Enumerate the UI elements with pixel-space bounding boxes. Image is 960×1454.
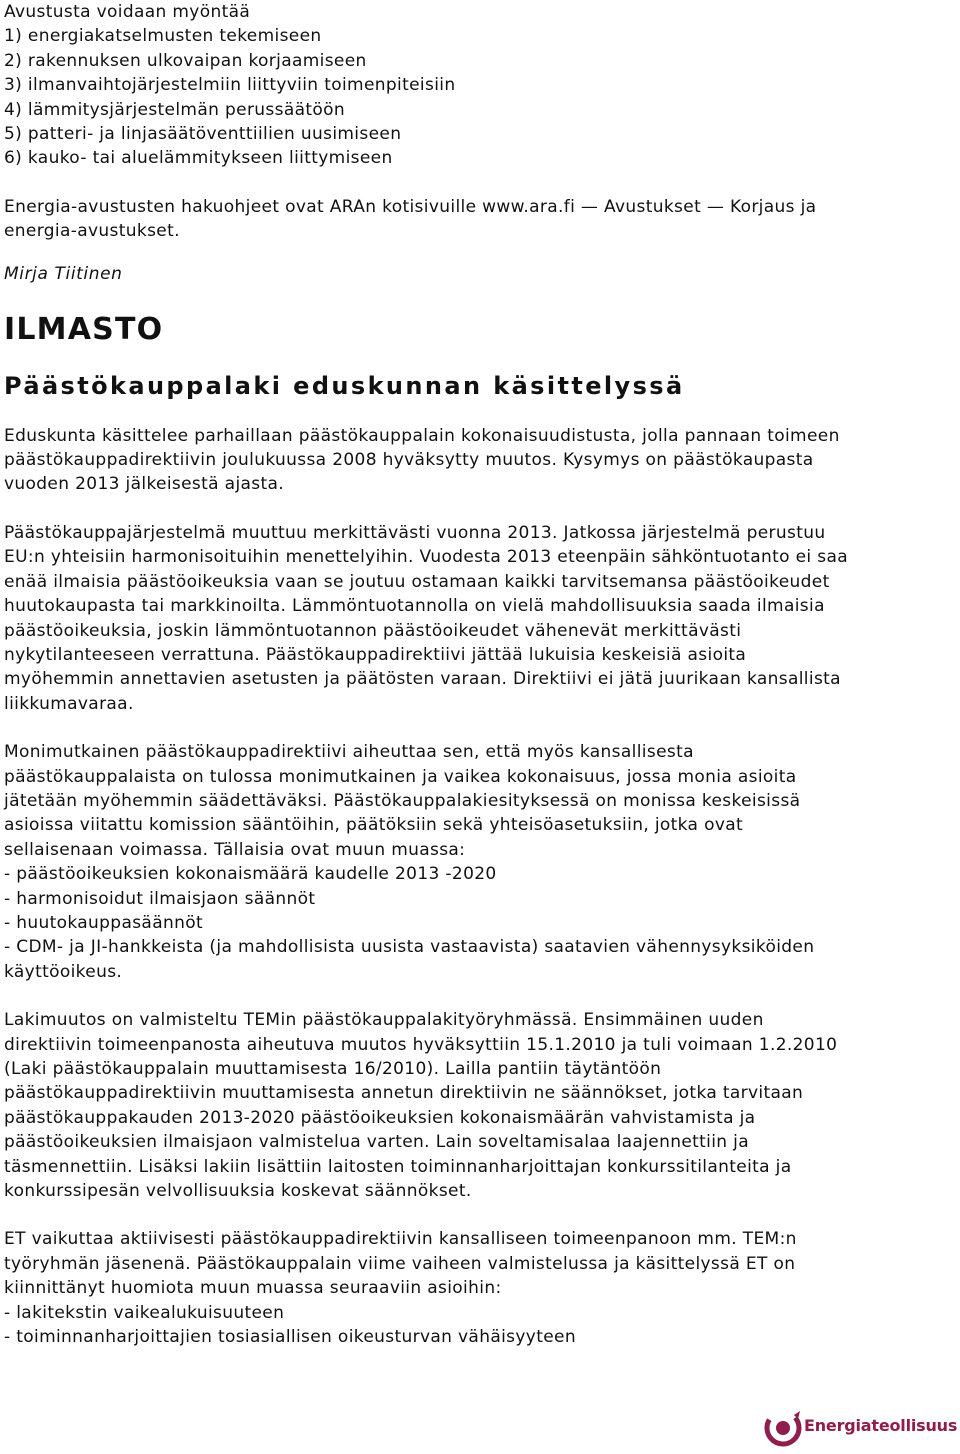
paragraph-line: enää ilmaisia päästöoikeuksia vaan se joutuu ostamaan kaikki tarvitsemansa päästöoikeudet	[4, 571, 830, 592]
list-item: - harmonisoidut ilmaisjaon säännöt	[4, 888, 316, 909]
paragraph-line: huutokaupasta tai markkinoilta. Lämmöntuotannolla on vielä mahdollisuuksia saada ilmaisia	[4, 596, 825, 617]
paragraph-line: päästöoikeuksia, joskin lämmöntuotannon päästöoikeudet vähenevät merkittävästi	[4, 620, 742, 641]
list-item: - toiminnanharjoittajien tosiasiallisen oikeusturvan vähäisyyteen	[4, 1327, 576, 1348]
list-item: - lakitekstin vaikealukuisuuteen	[4, 1302, 285, 1323]
paragraph-line: direktiivin toimeenpanosta aiheutuva muutos hyväksyttiin 15.1.2010 ja tuli voimaan 1.2.2010	[4, 1034, 838, 1055]
list-item: - CDM- ja JI-hankkeista (ja mahdollisista uusista vastaavista) saatavien vähennysyksiköiden	[4, 937, 815, 958]
logo-text: Energiateollisuus	[804, 1416, 958, 1435]
paragraph-line: myöhemmin annettavien asetusten ja päätösten varaan. Direktiivi ei jätä juurikaan kansallista	[4, 669, 841, 690]
paragraph-line: päästökauppalaista on tulossa monimutkainen ja vaikea kokonaisuus, jossa monia asioita	[4, 766, 797, 787]
intro-line: 6) kauko- tai aluelämmitykseen liittymiseen	[4, 148, 393, 169]
list-item: - huutokauppasäännöt	[4, 912, 203, 933]
logo-mark-icon	[764, 1409, 802, 1447]
paragraph-line: (Laki päästökauppalain muuttamisesta 16/2010). Lailla pantiin täytäntöön	[4, 1059, 662, 1079]
paragraph-line: nykytilanteeseen verrattuna. Päästökauppadirektiivi jättää lukuisia keskeisiä asioita	[4, 644, 747, 665]
paragraph-line: vuoden 2013 jälkeisestä ajasta.	[4, 474, 285, 495]
paragraph-line: Lakimuutos on valmisteltu TEMin päästökauppalakityöryhmässä. Ensimmäinen uuden	[4, 1010, 764, 1031]
paragraph-line: Eduskunta käsittelee parhaillaan päästökauppalain kokonaisuudistusta, jolla pannaan toimeen	[4, 425, 840, 446]
intro-line: 1) energiakatselmusten tekemiseen	[4, 26, 322, 47]
paragraph-line: liikkumavaraa.	[4, 693, 134, 714]
intro-line: 5) patteri- ja linjasäätöventtiilien uusimiseen	[4, 124, 402, 145]
instructions-line: energia-avustukset.	[4, 221, 180, 242]
paragraph-line: konkurssipesän velvollisuuksia koskevat säännökset.	[4, 1181, 472, 1202]
paragraph-line: sellaisenaan voimassa. Tällaisia ovat muun muassa:	[4, 839, 466, 860]
section-title: ILMASTO	[4, 311, 164, 347]
paragraph-line: asioissa viitattu komission sääntöihin, päätöksiin sekä yhteisöasetuksiin, jotka ovat	[4, 815, 744, 836]
document-page	[4, 0, 954, 1349]
intro-line: 3) ilmanvaihtojärjestelmiin liittyviin toimenpiteisiin	[4, 75, 456, 96]
paragraph-line: päästökauppadirektiivin muuttamisesta annetun direktiivin ne säännökset, jotka tarvitaan	[4, 1083, 804, 1104]
paragraph-line: jätetään myöhemmin säädettäväksi. Päästökauppalakiesityksessä on monissa keskeisissä	[4, 790, 801, 811]
paragraph-line: päästökauppadirektiivin joulukuussa 2008 hyväksytty muutos. Kysymys on päästökaupasta	[4, 450, 814, 471]
paragraph-line: Päästökauppajärjestelmä muuttuu merkittävästi vuonna 2013. Jatkossa järjestelmä perustuu	[4, 522, 826, 543]
article-heading: Päästökauppalaki eduskunnan käsittelyssä	[4, 371, 685, 400]
energiateollisuus-logo	[764, 1408, 960, 1448]
paragraph-line: EU:n yhteisiin harmonisoituihin menettelyihin. Vuodesta 2013 eteenpäin sähköntuotanto ei saa	[4, 547, 848, 568]
paragraph-line: käyttöoikeus.	[4, 961, 123, 982]
paragraph-line: täsmennettiin. Lisäksi lakiin lisättiin laitosten toiminnanharjoittajan konkurssitilanteita ja	[4, 1156, 792, 1177]
intro-line: 4) lämmitysjärjestelmän perussäätöön	[4, 99, 345, 120]
paragraph-line: Monimutkainen päästökauppadirektiivi aiheuttaa sen, että myös kansallisesta	[4, 742, 694, 763]
paragraph-line: päästöoikeuksien ilmaisjaon valmistelua varten. Lain soveltamisalaa laajennettiin ja	[4, 1132, 750, 1153]
list-item: - päästöoikeuksien kokonaismäärä kaudelle 2013 -2020	[4, 864, 497, 885]
paragraph-line: kiinnittänyt huomiota muun muassa seuraaviin asioihin:	[4, 1278, 502, 1299]
instructions-line: Energia-avustusten hakuohjeet ovat ARAn kotisivuille www.ara.fi — Avustukset — Korjaus ja	[4, 196, 817, 217]
intro-line: 2) rakennuksen ulkovaipan korjaamiseen	[4, 50, 367, 71]
author-name: Mirja Tiitinen	[4, 263, 123, 284]
intro-line: Avustusta voidaan myöntää	[4, 2, 251, 22]
paragraph-line: työryhmän jäsenenä. Päästökauppalain viime vaiheen valmistelussa ja käsittelyssä ET on	[4, 1253, 796, 1274]
paragraph-line: ET vaikuttaa aktiivisesti päästökauppadirektiivin kansalliseen toimeenpanoon mm. TEM:n	[4, 1229, 797, 1250]
paragraph-line: päästökauppakauden 2013-2020 päästöoikeuksien kokonaismäärän vahvistamista ja	[4, 1107, 756, 1128]
